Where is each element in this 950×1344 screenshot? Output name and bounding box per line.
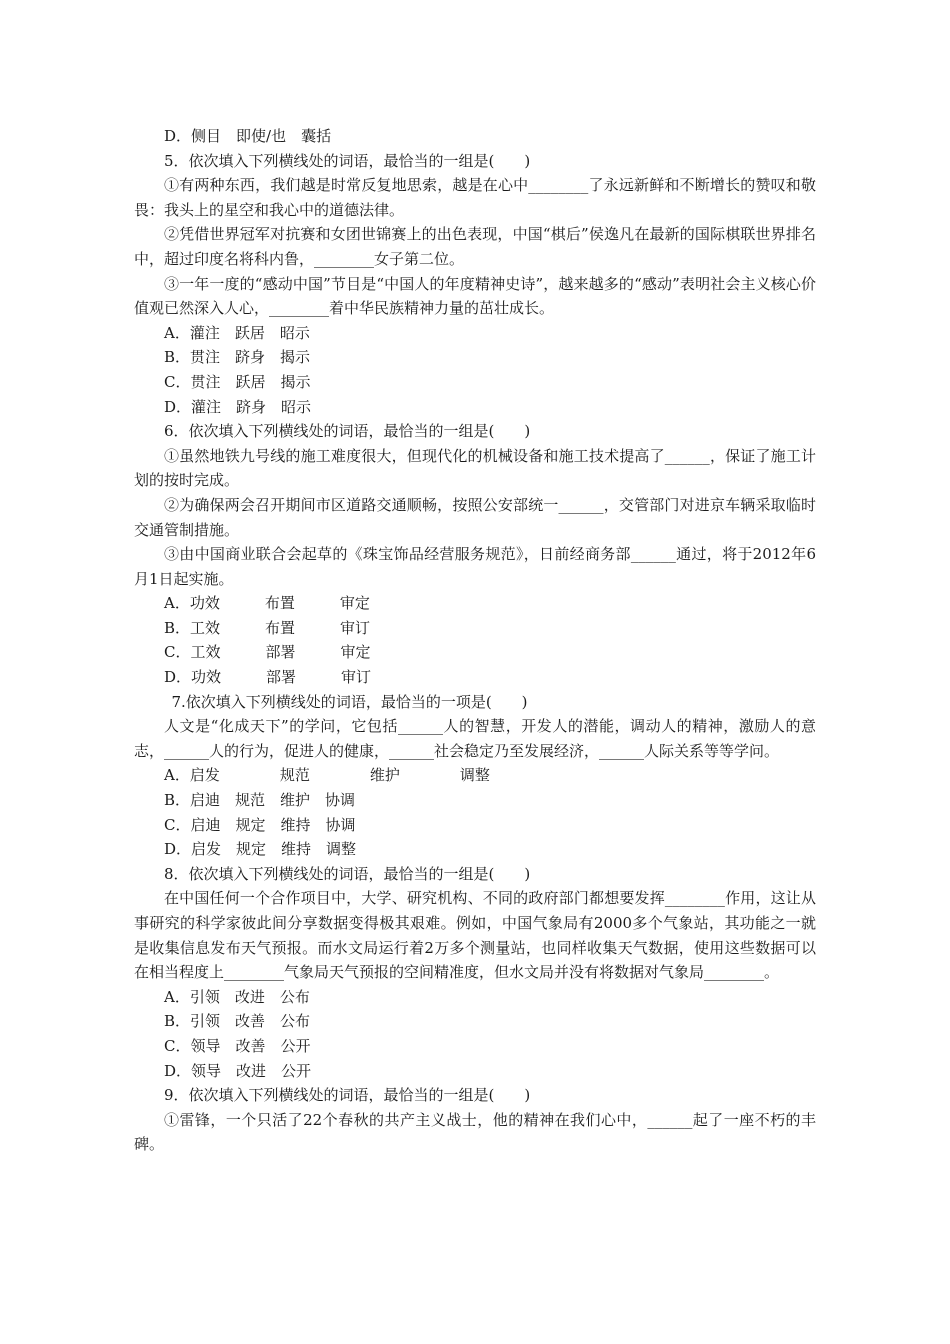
question-5-stem: 5．依次填入下列横线处的词语，最恰当的一组是( ) (164, 151, 531, 170)
question-9-sentence-1: ①雷锋，一个只活了22个春秋的共产主义战士，他的精神在我们心中，______起了一座不朽的丰碑。 (134, 1110, 816, 1154)
question-8-option-a: A．引领 改进 公布 (164, 987, 310, 1006)
question-6-stem: 6．依次填入下列横线处的词语，最恰当的一组是( ) (164, 422, 531, 441)
question-8-option-c: C．领导 改善 公开 (164, 1036, 311, 1055)
question-6-option-b: B．工效 布置 审订 (164, 618, 371, 637)
question-8-stem: 8．依次填入下列横线处的词语，最恰当的一组是( ) (164, 864, 531, 883)
question-9-stem: 9．依次填入下列横线处的词语，最恰当的一组是( ) (164, 1086, 531, 1105)
question-6-option-d: D．功效 部署 审订 (164, 668, 372, 687)
question-7-option-c: C．启迪 规定 维持 协调 (164, 815, 356, 834)
question-7-option-a: A．启发 规范 维护 调整 (164, 766, 490, 785)
question-6-option-a: A．功效 布置 审定 (164, 594, 370, 613)
question-7-option-d: D．启发 规定 维持 调整 (164, 840, 357, 859)
line-option: D．侧目 即使/也 囊括 (164, 127, 332, 145)
question-5-sentence-2: ②凭借世界冠军对抗赛和女团世锦赛上的出色表现，中国“棋后”侯逸凡在最新的国际棋联世界排名中，超过印度名将科内鲁，________女子第二位。 (134, 225, 816, 268)
question-5-sentence-3: ③一年一度的“感动中国”节目是“中国人的年度精神史诗”，越来越多的“感动”表明社会主义核心价值观已然深入人心，________着中华民族精神力量的茁壮成长。 (134, 274, 816, 318)
question-7-option-b: B．启迪 规范 维护 协调 (164, 791, 356, 810)
question-5-option-d: D．灌注 跻身 昭示 (164, 397, 312, 416)
document-body (134, 124, 816, 1157)
question-7-stem: 7.依次填入下列横线处的词语，最恰当的一项是( ) (171, 692, 528, 711)
question-5-option-c: C．贯注 跃居 揭示 (164, 372, 311, 391)
question-6-option-c: C．工效 部署 审定 (164, 643, 371, 662)
question-8-option-b: B．引领 改善 公布 (164, 1012, 311, 1031)
question-5-option-b: B．贯注 跻身 揭示 (164, 348, 311, 367)
question-5-sentence-1: ①有两种东西，我们越是时常反复地思索，越是在心中________了永远新鲜和不断增长的赞叹和敬畏：我头上的星空和我心中的道德法律。 (134, 176, 816, 219)
question-8-passage: 在中国任何一个合作项目中，大学、研究机构、不同的政府部门都想要发挥________作用，这让从事研究的科学家彼此间分享数据变得极其艰难。例如，中国气象局有2000多个气象站，其功能之一就是收集信息发布天气预报。而水文局运行着2万多个测量站，也同样收集天气数据，使用这些数据可以在相当程度上________气象局天气预报的空间精准度，但水文局并没有将数据对气象局________。 (134, 889, 816, 982)
question-6-sentence-2: ②为确保两会召开期间市区道路交通顺畅，按照公安部统一______，交管部门对进京车辆采取临时交通管制措施。 (134, 495, 816, 539)
question-6-sentence-1: ①虽然地铁九号线的施工难度很大，但现代化的机械设备和施工技术提高了______，保证了施工计划的按时完成。 (134, 446, 816, 490)
question-7-passage: 人文是“化成天下”的学问，它包括______人的智慧，开发人的潜能，调动人的精神，激励人的意志，______人的行为，促进人的健康，______社会稳定乃至发展经济，______人际关系等等学问。 (134, 717, 816, 760)
question-5-option-a: A．灌注 跃居 昭示 (164, 323, 310, 342)
question-8-option-d: D．领导 改进 公开 (164, 1061, 312, 1080)
question-6-sentence-3: ③由中国商业联合会起草的《珠宝饰品经营服务规范》，日前经商务部______通过，将于2012年6月1日起实施。 (134, 545, 816, 588)
